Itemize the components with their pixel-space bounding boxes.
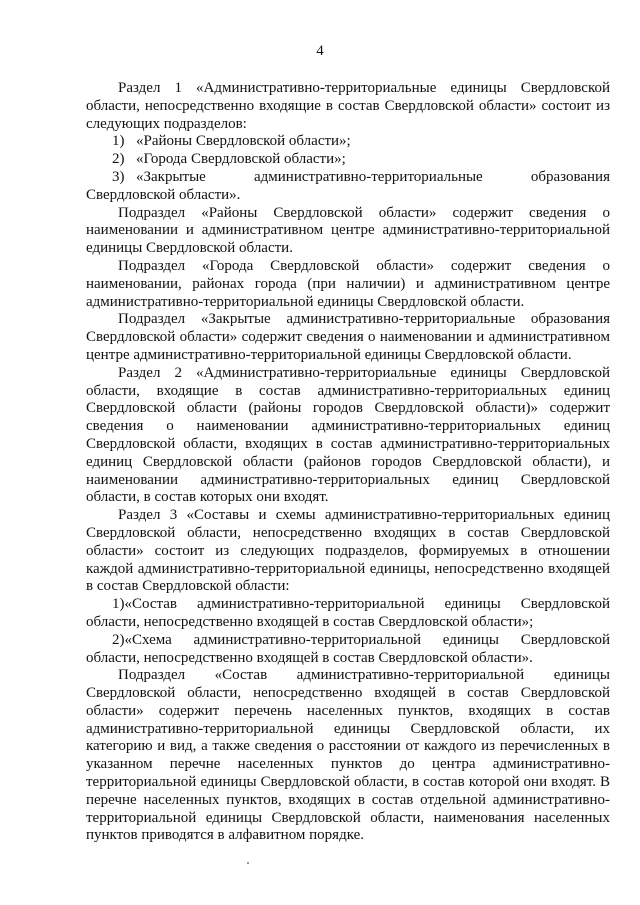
list-item-text: «Районы Свердловской области»; bbox=[136, 133, 351, 150]
paragraph-subsection-closed-formations: Подраздел «Закрытые административно-территориальные образования Свердловской области» содержит сведения о наименовании и административном центре административно-территориальной единицы Свердловской области. bbox=[86, 311, 610, 363]
list-item-number: 3) bbox=[112, 168, 125, 185]
list-item-text: «Закрытые административно-территориальные образования Свердловской области». bbox=[86, 168, 610, 203]
list-item-number: 1) bbox=[112, 596, 125, 613]
paragraph-subsection-districts: Подраздел «Районы Свердловской области» содержит сведения о наименовании и административном центре административно-территориальной единицы Свердловской области. bbox=[86, 204, 610, 257]
list-item bbox=[86, 133, 610, 151]
paragraph-subsection-cities: Подраздел «Города Свердловской области» содержит сведения о наименовании, районах города (при наличии) и административном центре административно-территориальной единицы Свердловской области. bbox=[86, 257, 610, 310]
paragraph-subsection-composition: Подраздел «Состав административно-территориальной единицы Свердловской области, непосредственно входящей в состав Свердловской области» содержит перечень населенных пунктов, входящих в состав административно-территориальной единицы Свердловской области, их категорию и вид, а также сведения о расстоянии от каждого из перечисленных в указанном перечне населенных пунктов до центра административно-территориальной единицы Свердловской области, в состав которой они входят. В перечне населенных пунктов, входящих в состав отдельной административно-территориальной единицы Свердловской области, наименования населенных пунктов приводятся в алфавитном порядке. bbox=[86, 667, 610, 844]
list-item-text: «Схема административно-территориальной единицы Свердловской области, непосредственно входящей в состав Свердловской области». bbox=[86, 631, 610, 666]
list-item-text: «Состав административно-территориальной единицы Свердловской области, непосредственно входящей в состав Свердловской области»; bbox=[86, 596, 610, 630]
list-item bbox=[86, 596, 610, 632]
paragraph-section-2: Раздел 2 «Административно-территориальные единицы Свердловской области, входящие в состав административно-территориальных единиц Свердловской области (районы городов Свердловской области)» содержит сведения о наименовании административно-территориальных единиц Свердловской области, входящих в состав административно-территориальных единиц Свердловской области (районов городов Свердловской области), и наименовании административно-территориальных единиц Свердловской области, в состав которых они входят. bbox=[86, 364, 610, 506]
list-item bbox=[86, 632, 610, 668]
list-item-text: «Города Свердловской области»; bbox=[136, 151, 346, 168]
list-item bbox=[86, 151, 610, 169]
scan-dot-mark bbox=[247, 862, 249, 864]
list-item bbox=[86, 169, 610, 205]
list-item-number: 2) bbox=[112, 151, 125, 168]
list-item-number: 1) bbox=[112, 133, 125, 150]
document-body bbox=[86, 80, 610, 845]
list-item-number: 2) bbox=[112, 631, 125, 648]
page-number: 4 bbox=[316, 43, 324, 59]
paragraph-section-3: Раздел 3 «Составы и схемы административно-территориальных единиц Свердловской области, непосредственно входящих в состав Свердловской области» состоит из следующих подразделов, формируемых в отношении каждой административно-территориальной единицы, непосредственно входящей в состав Свердловской области: bbox=[86, 507, 610, 595]
paragraph-section-1: Раздел 1 «Административно-территориальные единицы Свердловской области, непосредственно входящие в состав Свердловской области» состоит из следующих подразделов: bbox=[86, 80, 610, 132]
